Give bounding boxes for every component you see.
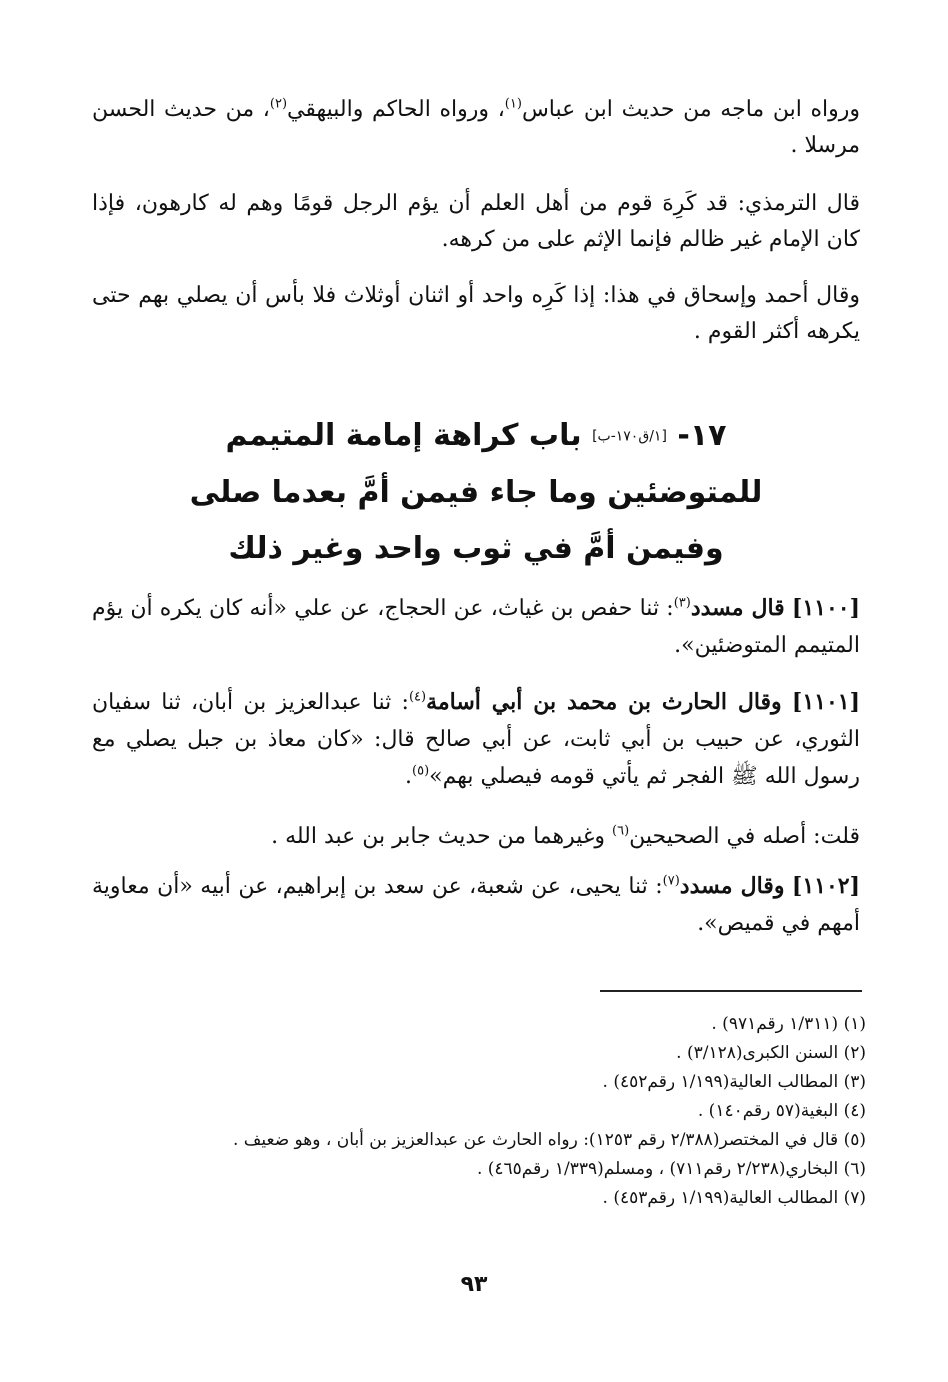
chapter-number: ١٧- bbox=[677, 418, 727, 453]
footnote-1: (١) (١/٣١١ رقم٩٧١) . bbox=[711, 1014, 866, 1034]
hadith-text: : ثنا يحيى، عن شعبة، عن سعد بن إبراهيم، عن أبيه «أن معاوية أمهم في قميص». bbox=[92, 874, 860, 936]
chapter-title-line1: باب كراهة إمامة المتيمم bbox=[225, 418, 582, 453]
footnote-ref[interactable]: (٦) bbox=[612, 823, 630, 839]
text-span: ورواه ابن ماجه من حديث ابن عباس bbox=[521, 97, 861, 122]
hadith-narrator: وقال مسدد bbox=[679, 873, 785, 899]
hadith-number: [١١٠٠] bbox=[791, 595, 860, 621]
footnote-3: (٣) المطالب العالية(١/١٩٩ رقم٤٥٢) . bbox=[602, 1072, 866, 1092]
chapter-heading-line1 bbox=[90, 408, 862, 465]
page-number: ٩٣ bbox=[460, 1272, 488, 1297]
text-span: ، ورواه الحاكم والبيهقي bbox=[287, 97, 505, 122]
footnote-ref[interactable]: (٤) bbox=[408, 689, 427, 705]
paragraph-ibn-majah bbox=[92, 92, 860, 164]
hadith-number: [١١٠١] bbox=[791, 689, 861, 715]
hadith-1102 bbox=[92, 868, 860, 942]
paragraph-tirmidhi: قال الترمذي: قد كَرِهَ قوم من أهل العلم أن يؤم الرجل قومًا وهم له كارهون، فإذا كان الإمام غير ظالم فإنما الإثم على من كرهه. bbox=[92, 191, 860, 252]
hadith-1101 bbox=[92, 684, 860, 795]
manuscript-ref: [١/ق١٧٠-ب] bbox=[592, 428, 667, 445]
qult-remark bbox=[92, 818, 860, 855]
hadith-text: : ثنا عبدالعزيز بن أبان، ثنا سفيان الثوري، عن حبيب بن أبي ثابت، عن أبي صالح قال: «كان معاذ بن جبل يصلي مع رسول الله ﷺ الفجر ثم يأتي قومه فيصلي بهم» bbox=[92, 690, 861, 789]
chapter-title-line3: وفيمن أمَّ في ثوب واحد وغير ذلك bbox=[228, 530, 724, 566]
text-span: ، من حديث الحسن مرسلا . bbox=[92, 97, 860, 158]
remark-text: قلت: أصله في الصحيحين bbox=[629, 824, 860, 849]
footnote-ref[interactable]: (٢) bbox=[269, 96, 288, 112]
paragraph-ahmad-ishaq: وقال أحمد وإسحاق في هذا: إذا كَرِه واحد أو اثنان أوثلاث فلا بأس أن يصلي بهم حتى يكرهه أكثر القوم . bbox=[92, 283, 860, 344]
remark-text: وغيرهما من حديث جابر بن عبد الله . bbox=[271, 824, 613, 849]
hadith-end: . bbox=[405, 764, 413, 789]
hadith-narrator: وقال الحارث بن محمد بن أبي أسامة bbox=[426, 689, 782, 715]
chapter-heading bbox=[90, 408, 862, 577]
hadith-text: : ثنا حفص بن غياث، عن الحجاج، عن علي «أنه كان يكره أن يؤم المتيمم المتوضئين». bbox=[92, 596, 860, 658]
footnote-2: (٢) السنن الكبرى(٣/١٢٨) . bbox=[676, 1043, 866, 1063]
footnote-ref[interactable]: (٣) bbox=[673, 595, 691, 611]
footnote-divider bbox=[600, 990, 862, 992]
chapter-title-line2: للمتوضئين وما جاء فيمن أمَّ بعدما صلى bbox=[189, 474, 763, 510]
hadith-narrator: قال مسدد bbox=[690, 595, 785, 621]
footnote-ref[interactable]: (١) bbox=[504, 96, 522, 112]
hadith-number: [١١٠٢] bbox=[791, 873, 860, 899]
footnote-7: (٧) المطالب العالية(١/١٩٩ رقم٤٥٣) . bbox=[602, 1188, 866, 1208]
footnote-5: (٥) قال في المختصر(٢/٣٨٨ رقم ١٢٥٣): رواه الحارث عن عبدالعزيز بن أبان ، وهو ضعيف . bbox=[232, 1130, 866, 1150]
footnote-ref[interactable]: (٧) bbox=[662, 873, 680, 889]
footnotes bbox=[90, 1010, 866, 1213]
footnote-4: (٤) البغية(٥٧ رقم١٤٠) . bbox=[697, 1101, 866, 1121]
footnote-6: (٦) البخاري(٢/٢٣٨ رقم٧١١) ، ومسلم(١/٣٣٩ رقم٤٦٥) . bbox=[476, 1159, 866, 1179]
footnote-ref[interactable]: (٥) bbox=[412, 763, 430, 779]
hadith-1100 bbox=[92, 590, 860, 664]
